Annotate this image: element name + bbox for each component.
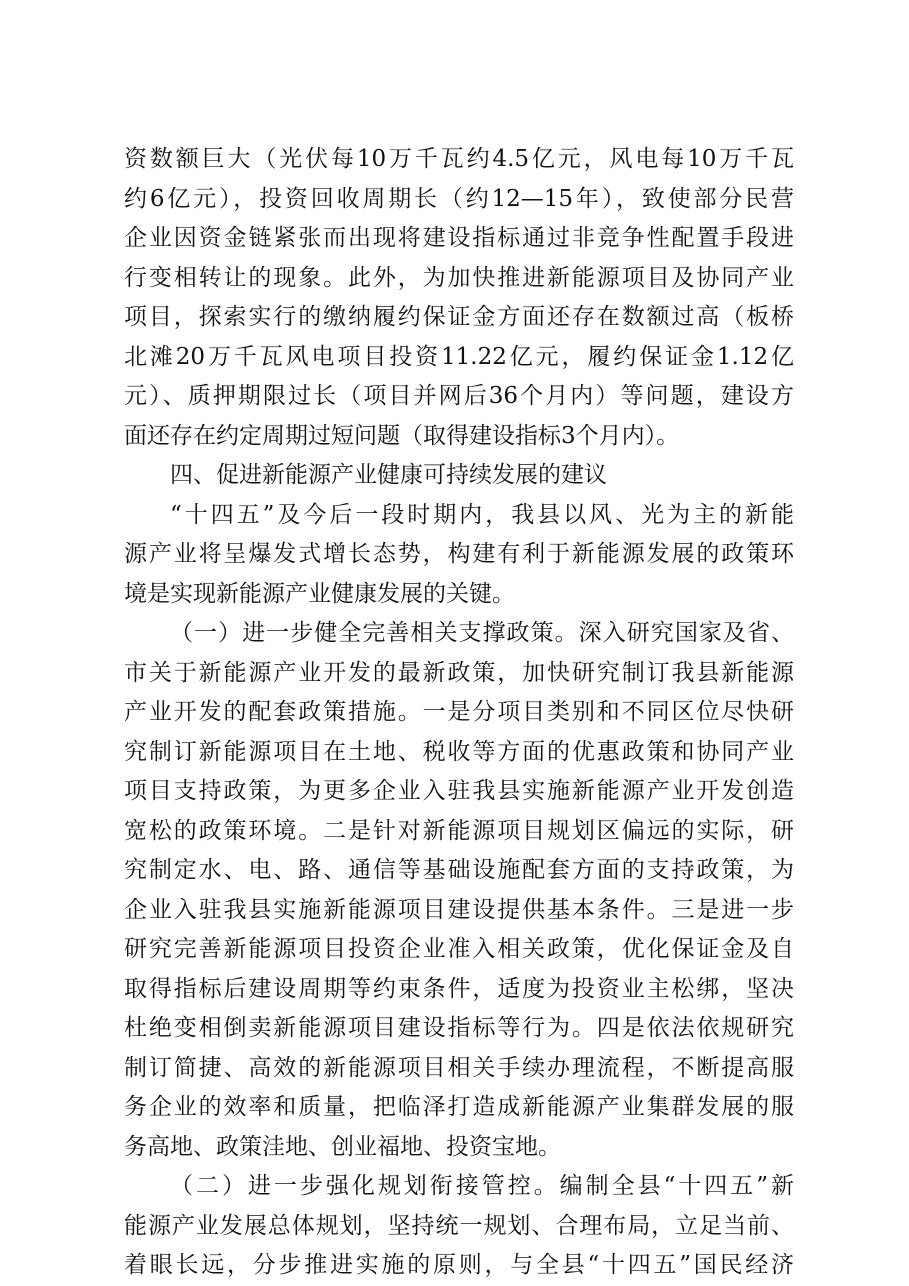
paragraph-first-line: （二）进一步强化规划衔接管控。编制全县“十四五”新 xyxy=(170,1173,794,1199)
body-line: 企业入驻我县实施新能源项目建设提供基本条件。三是进一步 xyxy=(124,896,794,923)
body-line: 项目支持政策，为更多企业入驻我县实施新能源产业开发创造 xyxy=(124,778,794,804)
body-line: 着眼长远，分步推进实施的原则，与全县“十四五”国民经济 xyxy=(124,1252,794,1278)
body-line: 究制订新能源项目在土地、税收等方面的优惠政策和协同产业 xyxy=(124,738,794,765)
body-line: 市关于新能源产业开发的最新政策，加快研究制订我县新能源 xyxy=(124,659,794,686)
body-line: 境是实现新能源产业健康发展的关键。 xyxy=(124,580,515,607)
paragraph-first-line: “十四五”及今后一段时期内，我县以风、光为主的新能 xyxy=(170,501,794,528)
body-line: 产业开发的配套政策措施。一是分项目类别和不同区位尽快研 xyxy=(124,699,794,725)
body-line: 项目，探索实行的缴纳履约保证金方面还存在数额过高（板桥 xyxy=(124,304,794,330)
document-body xyxy=(124,140,794,1286)
body-line: 能源产业发展总体规划，坚持统一规划、合理布局，立足当前、 xyxy=(124,1212,794,1239)
body-line: 究制定水、电、路、通信等基础设施配套方面的支持政策，为 xyxy=(124,857,794,883)
paragraph-first-line: （一）进一步健全完善相关支撑政策。深入研究国家及省、 xyxy=(170,620,794,646)
body-line: 务企业的效率和质量，把临泽打造成新能源产业集群发展的服 xyxy=(124,1094,794,1120)
body-line: 宽松的政策环境。二是针对新能源项目规划区偏远的实际，研 xyxy=(124,817,794,844)
body-line: 制订简捷、高效的新能源项目相关手续办理流程，不断提高服 xyxy=(124,1054,794,1081)
section-heading: 四、促进新能源产业健康可持续发展的建议 xyxy=(170,462,607,488)
body-line: 研究完善新能源项目投资企业准入相关政策，优化保证金及自 xyxy=(124,936,794,962)
body-line: 面还存在约定周期过短问题（取得建设指标3个月内）。 xyxy=(124,422,680,449)
body-line: 杜绝变相倒卖新能源项目建设指标等行为。四是依法依规研究 xyxy=(124,1015,794,1041)
body-line: 务高地、政策洼地、创业福地、投资宝地。 xyxy=(124,1133,561,1160)
body-line: 约6亿元），投资回收周期长（约12—15年），致使部分民营 xyxy=(124,185,794,212)
body-line: 行变相转让的现象。此外，为加快推进新能源项目及协同产业 xyxy=(124,264,794,291)
body-line: 北滩20万千瓦风电项目投资11.22亿元，履约保证金1.12亿 xyxy=(124,343,794,370)
body-line: 资数额巨大（光伏每10万千瓦约4.5亿元，风电每10万千瓦 xyxy=(124,146,794,172)
body-line: 企业因资金链紧张而出现将建设指标通过非竞争性配置手段进 xyxy=(124,225,794,251)
body-line: 源产业将呈爆发式增长态势，构建有利于新能源发展的政策环 xyxy=(124,541,794,567)
body-line: 取得指标后建设周期等约束条件，适度为投资业主松绑，坚决 xyxy=(124,975,794,1002)
body-line: 元）、质押期限过长（项目并网后36个月内）等问题，建设方 xyxy=(124,383,794,409)
